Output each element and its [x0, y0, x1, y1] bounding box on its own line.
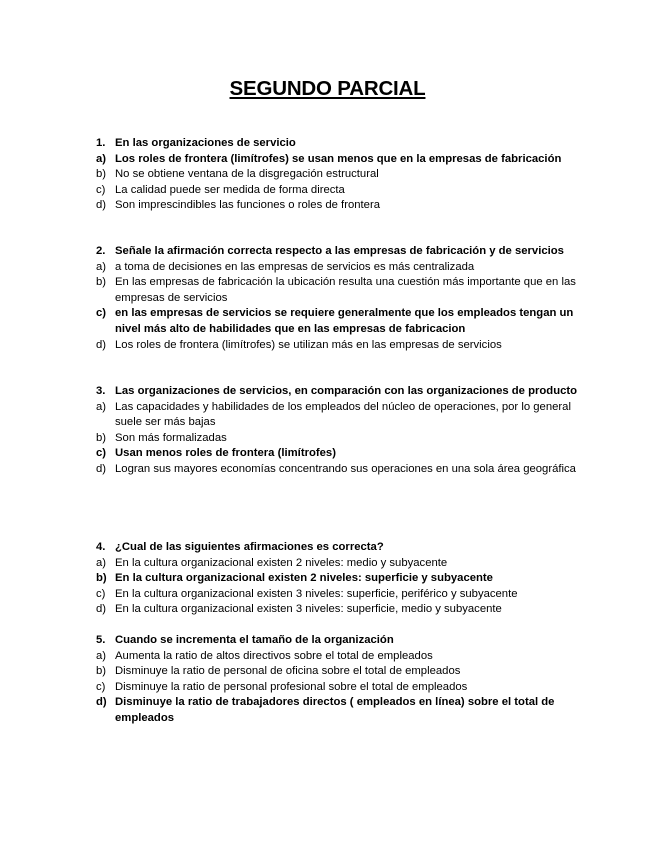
option-c: c) En la cultura organizacional existen 3 niveles: superficie, periférico y subyacente — [96, 587, 518, 600]
question-3 — [96, 384, 596, 478]
option-a: a) Los roles de frontera (limítrofes) se usan menos que en la empresas de fabricación — [96, 152, 562, 165]
option-b: b) En la cultura organizacional existen 2 niveles: superficie y subyacente — [96, 572, 493, 585]
page-title: SEGUNDO PARCIAL — [229, 77, 426, 100]
question-stem: 4. ¿Cual de las siguientes afirmaciones es correcta? — [96, 541, 384, 553]
question-2 — [96, 244, 596, 353]
option-a: a) Las capacidades y habilidades de los empleados del núcleo de operaciones, por lo general suele ser más bajas — [96, 400, 571, 429]
question-1 — [96, 136, 596, 214]
option-c: c) La calidad puede ser medida de forma directa — [96, 183, 345, 196]
option-b: b) En las empresas de fabricación la ubicación resulta una cuestión más importante que en las empresas de servicios — [96, 276, 576, 304]
option-d: d) En la cultura organizacional existen 3 niveles: superficie, medio y subyacente — [96, 603, 502, 616]
option-c: c) Disminuye la ratio de personal profesional sobre el total de empleados — [96, 680, 468, 693]
question-stem: 2. Señale la afirmación correcta respecto a las empresas de fabricación y de servicios — [96, 245, 564, 257]
option-b: b) Disminuye la ratio de personal de oficina sobre el total de empleados — [96, 665, 461, 678]
option-d: d) Los roles de frontera (limítrofes) se utilizan más en las empresas de servicios — [96, 338, 502, 351]
option-d: d) Disminuye la ratio de trabajadores directos ( empleados en línea) sobre el total de empleados — [96, 696, 555, 724]
question-stem: 3. Las organizaciones de servicios, en comparación con las organizaciones de producto — [96, 385, 578, 397]
option-b: b) No se obtiene ventana de la disgregación estructural — [96, 168, 379, 181]
option-b: b) Son más formalizadas — [96, 431, 227, 444]
option-a: a) En la cultura organizacional existen 2 niveles: medio y subyacente — [96, 556, 448, 569]
option-d: d) Logran sus mayores economías concentrando sus operaciones en una sola área geográfica — [96, 462, 576, 475]
question-stem: 1. En las organizaciones de servicio — [96, 137, 296, 149]
question-5 — [96, 633, 596, 727]
option-a: a) a toma de decisiones en las empresas de servicios es más centralizada — [96, 260, 475, 273]
question-4 — [96, 540, 596, 618]
option-a: a) Aumenta la ratio de altos directivos sobre el total de empleados — [96, 649, 433, 662]
question-stem: 5. Cuando se incrementa el tamaño de la organización — [96, 634, 394, 646]
option-c: c) en las empresas de servicios se requiere generalmente que los empleados tengan un nivel más alto de habilidades que en las empresas de fabricacion — [96, 307, 574, 335]
option-d: d) Son imprescindibles las funciones o roles de frontera — [96, 199, 380, 212]
option-c: c) Usan menos roles de frontera (limítrofes) — [96, 447, 336, 460]
